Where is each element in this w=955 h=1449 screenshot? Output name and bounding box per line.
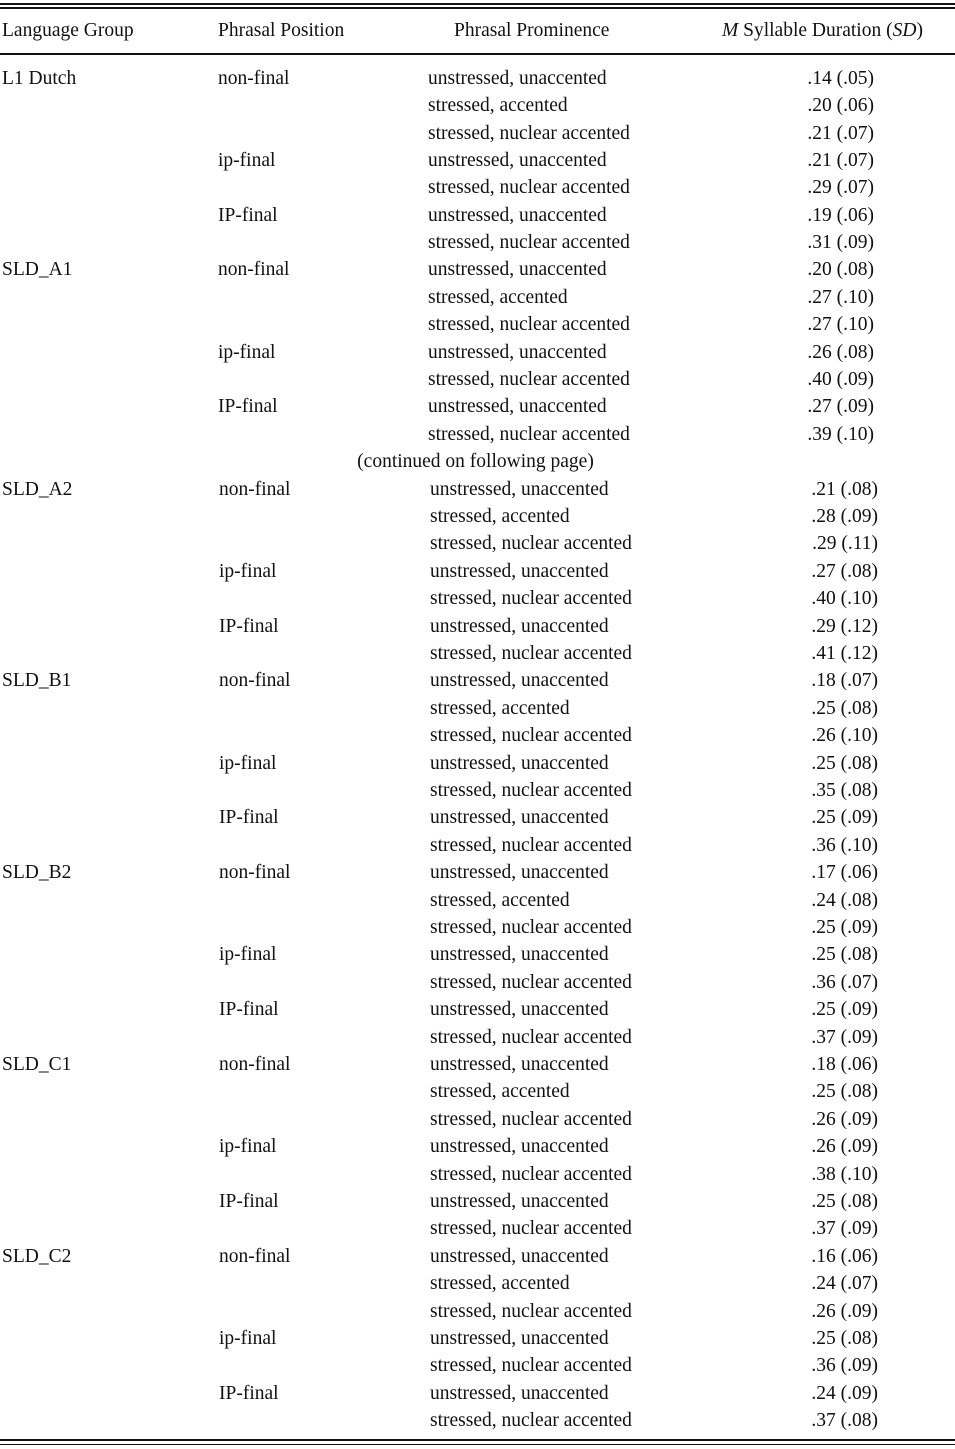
- cell-phrasal-position: IP-final: [219, 999, 279, 1021]
- cell-phrasal-prominence: stressed, accented: [428, 95, 568, 117]
- cell-phrasal-prominence: stressed, nuclear accented: [430, 1108, 632, 1130]
- cell-phrasal-prominence: stressed, nuclear accented: [428, 232, 630, 254]
- cell-phrasal-prominence: unstressed, unaccented: [428, 204, 607, 226]
- cell-phrasal-position: non-final: [218, 259, 290, 281]
- cell-syllable-duration: .35 (.08): [811, 779, 878, 801]
- cell-syllable-duration: .24 (.08): [811, 889, 878, 911]
- cell-syllable-duration: .16 (.06): [811, 1245, 878, 1267]
- cell-syllable-duration: .27 (.09): [807, 396, 874, 418]
- cell-phrasal-position: non-final: [219, 862, 291, 884]
- cell-phrasal-prominence: stressed, nuclear accented: [430, 1218, 632, 1240]
- cell-phrasal-prominence: stressed, nuclear accented: [428, 314, 630, 336]
- cell-syllable-duration: .27 (.08): [811, 560, 878, 582]
- cell-phrasal-prominence: unstressed, unaccented: [428, 396, 607, 418]
- cell-syllable-duration: .27 (.10): [807, 286, 874, 308]
- table-row: [0, 585, 955, 612]
- header-duration-sd: SD: [892, 20, 917, 41]
- cell-syllable-duration: .29 (.07): [807, 177, 874, 199]
- cell-syllable-duration: .21 (.07): [807, 150, 874, 172]
- cell-syllable-duration: .25 (.08): [811, 1081, 878, 1103]
- cell-phrasal-prominence: unstressed, unaccented: [430, 862, 609, 884]
- cell-phrasal-prominence: unstressed, unaccented: [428, 68, 607, 89]
- cell-phrasal-prominence: stressed, nuclear accented: [430, 916, 632, 938]
- cell-phrasal-prominence: stressed, nuclear accented: [428, 122, 630, 144]
- cell-phrasal-prominence: unstressed, unaccented: [430, 670, 609, 692]
- cell-phrasal-prominence: stressed, nuclear accented: [430, 1026, 632, 1048]
- table-row: [0, 777, 955, 804]
- table-row: [0, 1051, 955, 1078]
- table-row: [0, 640, 955, 667]
- header-rule: [0, 53, 955, 55]
- cell-phrasal-prominence: stressed, nuclear accented: [428, 423, 630, 445]
- top-rule-outer: [0, 3, 955, 5]
- cell-syllable-duration: .41 (.12): [811, 642, 878, 664]
- cell-phrasal-prominence: stressed, accented: [430, 1081, 570, 1103]
- cell-phrasal-prominence: unstressed, unaccented: [430, 1382, 609, 1404]
- table-row: [0, 914, 955, 941]
- table-row: [0, 65, 955, 92]
- table-row: [0, 722, 955, 749]
- cell-phrasal-prominence: stressed, nuclear accented: [430, 1300, 632, 1322]
- table-row: [0, 804, 955, 831]
- table-row: [0, 256, 955, 283]
- cell-phrasal-position: ip-final: [219, 752, 277, 774]
- cell-phrasal-position: ip-final: [218, 150, 276, 172]
- cell-syllable-duration: .20 (.08): [807, 259, 874, 281]
- cell-syllable-duration: .27 (.10): [807, 314, 874, 336]
- table-row: [0, 174, 955, 201]
- cell-phrasal-prominence: stressed, accented: [430, 889, 570, 911]
- cell-phrasal-position: ip-final: [219, 1136, 277, 1158]
- cell-phrasal-prominence: unstressed, unaccented: [430, 752, 609, 774]
- cell-syllable-duration: .37 (.09): [811, 1026, 878, 1048]
- cell-syllable-duration: .26 (.09): [811, 1300, 878, 1322]
- cell-syllable-duration: .36 (.10): [811, 834, 878, 856]
- cell-phrasal-prominence: unstressed, unaccented: [430, 1327, 609, 1349]
- top-rule-inner: [0, 7, 955, 9]
- cell-phrasal-prominence: stressed, nuclear accented: [430, 1355, 632, 1377]
- cell-phrasal-prominence: stressed, nuclear accented: [430, 642, 632, 664]
- cell-syllable-duration: .25 (.09): [811, 999, 878, 1021]
- cell-phrasal-prominence: unstressed, unaccented: [430, 615, 609, 637]
- cell-phrasal-position: ip-final: [219, 560, 277, 582]
- cell-syllable-duration: .17 (.06): [811, 862, 878, 884]
- table-row: [0, 1078, 955, 1105]
- table-row: [0, 1106, 955, 1133]
- cell-phrasal-prominence: unstressed, unaccented: [430, 1053, 609, 1075]
- header-phrasal-prominence: Phrasal Prominence: [454, 20, 610, 41]
- table-row: [0, 887, 955, 914]
- bottom-rule-inner: [0, 1444, 955, 1446]
- table-row: [0, 1380, 955, 1407]
- cell-phrasal-position: IP-final: [218, 204, 278, 226]
- cell-language-group: SLD_A1: [2, 259, 73, 281]
- table-row: [0, 1215, 955, 1242]
- table-row: [0, 695, 955, 722]
- cell-syllable-duration: .21 (.08): [811, 478, 878, 500]
- cell-syllable-duration: .18 (.07): [811, 670, 878, 692]
- cell-phrasal-position: ip-final: [219, 944, 277, 966]
- cell-phrasal-position: non-final: [219, 1053, 291, 1075]
- cell-syllable-duration: .26 (.10): [811, 725, 878, 747]
- table-row: [0, 558, 955, 585]
- table-row: [0, 1270, 955, 1297]
- cell-phrasal-prominence: stressed, nuclear accented: [430, 588, 632, 610]
- table-row: [0, 503, 955, 530]
- cell-phrasal-prominence: stressed, accented: [430, 697, 570, 719]
- table-row: [0, 202, 955, 229]
- cell-syllable-duration: .25 (.08): [811, 944, 878, 966]
- cell-syllable-duration: .25 (.08): [811, 752, 878, 774]
- cell-syllable-duration: .18 (.06): [811, 1053, 878, 1075]
- cell-phrasal-prominence: unstressed, unaccented: [430, 1136, 609, 1158]
- cell-syllable-duration: .24 (.07): [811, 1273, 878, 1295]
- cell-syllable-duration: .14 (.05): [807, 68, 874, 89]
- cell-syllable-duration: .31 (.09): [807, 232, 874, 254]
- cell-syllable-duration: .25 (.09): [811, 916, 878, 938]
- cell-syllable-duration: .37 (.08): [811, 1410, 878, 1432]
- header-duration-mid: Syllable Duration (: [738, 20, 893, 41]
- table-row: [0, 284, 955, 311]
- cell-phrasal-position: non-final: [218, 68, 290, 89]
- cell-phrasal-position: IP-final: [218, 396, 278, 418]
- table-row: [0, 530, 955, 557]
- table-row: [0, 941, 955, 968]
- cell-phrasal-prominence: stressed, nuclear accented: [430, 834, 632, 856]
- cell-phrasal-prominence: stressed, nuclear accented: [428, 368, 630, 390]
- table-row: [0, 1161, 955, 1188]
- table-row: [0, 1298, 955, 1325]
- bottom-rule-outer: [0, 1439, 955, 1441]
- table-row: [0, 832, 955, 859]
- cell-phrasal-prominence: stressed, nuclear accented: [430, 1410, 632, 1432]
- cell-phrasal-position: ip-final: [218, 341, 276, 363]
- cell-phrasal-prominence: stressed, nuclear accented: [430, 779, 632, 801]
- cell-phrasal-prominence: unstressed, unaccented: [430, 1190, 609, 1212]
- table-row: [0, 1188, 955, 1215]
- cell-syllable-duration: .20 (.06): [807, 95, 874, 117]
- cell-phrasal-prominence: unstressed, unaccented: [430, 478, 609, 500]
- table-row: [0, 859, 955, 886]
- table-row: [0, 311, 955, 338]
- cell-phrasal-prominence: unstressed, unaccented: [428, 259, 607, 281]
- cell-phrasal-position: IP-final: [219, 1382, 279, 1404]
- cell-phrasal-position: IP-final: [219, 615, 279, 637]
- table-row: [0, 1133, 955, 1160]
- table-row: [0, 613, 955, 640]
- cell-phrasal-prominence: unstressed, unaccented: [428, 150, 607, 172]
- cell-phrasal-prominence: stressed, accented: [430, 1273, 570, 1295]
- cell-phrasal-position: ip-final: [219, 1327, 277, 1349]
- table-row: [0, 1024, 955, 1051]
- header-phrasal-position: Phrasal Position: [218, 20, 345, 41]
- cell-phrasal-prominence: stressed, nuclear accented: [428, 177, 630, 199]
- cell-syllable-duration: .26 (.09): [811, 1108, 878, 1130]
- cell-syllable-duration: .40 (.09): [807, 368, 874, 390]
- cell-syllable-duration: .21 (.07): [807, 122, 874, 144]
- continued-note: (continued on following page): [357, 451, 594, 472]
- cell-syllable-duration: .25 (.08): [811, 697, 878, 719]
- cell-phrasal-prominence: unstressed, unaccented: [430, 999, 609, 1021]
- table-row: [0, 996, 955, 1023]
- cell-syllable-duration: .25 (.08): [811, 1190, 878, 1212]
- cell-syllable-duration: .28 (.09): [811, 505, 878, 527]
- header-language-group: Language Group: [2, 20, 134, 41]
- cell-phrasal-position: non-final: [219, 478, 291, 500]
- table-row: [0, 366, 955, 393]
- cell-phrasal-position: IP-final: [219, 807, 279, 829]
- cell-phrasal-prominence: unstressed, unaccented: [430, 807, 609, 829]
- table-row: [0, 750, 955, 777]
- cell-syllable-duration: .29 (.12): [811, 615, 878, 637]
- table-row: [0, 229, 955, 256]
- cell-phrasal-prominence: unstressed, unaccented: [430, 1245, 609, 1267]
- cell-language-group: SLD_C1: [2, 1053, 72, 1075]
- cell-syllable-duration: .26 (.08): [807, 341, 874, 363]
- cell-phrasal-prominence: stressed, nuclear accented: [430, 971, 632, 993]
- cell-phrasal-prominence: stressed, nuclear accented: [430, 725, 632, 747]
- cell-syllable-duration: .36 (.09): [811, 1355, 878, 1377]
- table-row: [0, 120, 955, 147]
- table-row: [0, 1352, 955, 1379]
- cell-phrasal-position: non-final: [219, 670, 291, 692]
- cell-syllable-duration: .24 (.09): [811, 1382, 878, 1404]
- table-row: [0, 667, 955, 694]
- cell-phrasal-prominence: unstressed, unaccented: [430, 560, 609, 582]
- cell-phrasal-prominence: stressed, nuclear accented: [430, 533, 632, 555]
- cell-language-group: SLD_B2: [2, 862, 72, 884]
- table-row: [0, 147, 955, 174]
- cell-phrasal-prominence: stressed, nuclear accented: [430, 1163, 632, 1185]
- cell-phrasal-prominence: unstressed, unaccented: [430, 944, 609, 966]
- cell-language-group: L1 Dutch: [2, 68, 77, 89]
- cell-syllable-duration: .19 (.06): [807, 204, 874, 226]
- cell-phrasal-prominence: unstressed, unaccented: [428, 341, 607, 363]
- cell-language-group: SLD_C2: [2, 1245, 72, 1267]
- table-row: [0, 1325, 955, 1352]
- cell-syllable-duration: .39 (.10): [807, 423, 874, 445]
- table-row: [0, 476, 955, 503]
- table-row: [0, 92, 955, 119]
- table-row: [0, 421, 955, 448]
- table-header: [0, 17, 955, 44]
- cell-syllable-duration: .36 (.07): [811, 971, 878, 993]
- cell-syllable-duration: .25 (.08): [811, 1327, 878, 1349]
- cell-phrasal-position: non-final: [219, 1245, 291, 1267]
- table-row: [0, 1243, 955, 1270]
- cell-syllable-duration: .29 (.11): [812, 533, 878, 555]
- cell-syllable-duration: .26 (.09): [811, 1136, 878, 1158]
- cell-phrasal-prominence: stressed, accented: [428, 286, 568, 308]
- table-row: [0, 969, 955, 996]
- cell-language-group: SLD_B1: [2, 670, 72, 692]
- cell-syllable-duration: .25 (.09): [811, 807, 878, 829]
- table-row: [0, 1407, 955, 1434]
- cell-phrasal-position: IP-final: [219, 1190, 279, 1212]
- header-duration-m: M: [722, 20, 739, 41]
- cell-language-group: SLD_A2: [2, 478, 73, 500]
- table-row: [0, 339, 955, 366]
- header-syllable-duration: [722, 17, 923, 44]
- cell-syllable-duration: .38 (.10): [811, 1163, 878, 1185]
- header-duration-close: ): [916, 20, 923, 41]
- cell-syllable-duration: .40 (.10): [811, 588, 878, 610]
- table-row: [0, 393, 955, 420]
- cell-phrasal-prominence: stressed, accented: [430, 505, 570, 527]
- cell-syllable-duration: .37 (.09): [811, 1218, 878, 1240]
